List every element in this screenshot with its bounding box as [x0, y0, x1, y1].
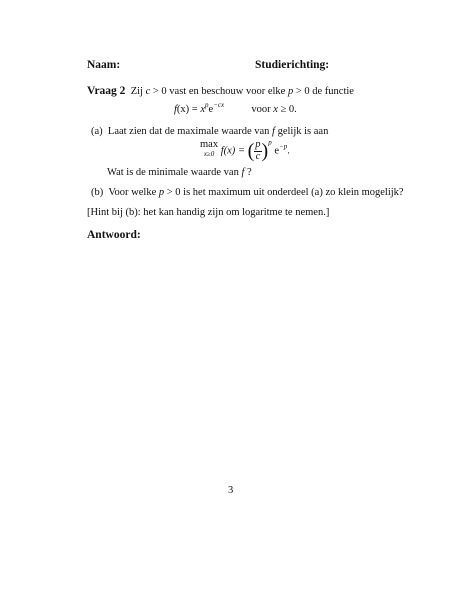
- part-a-label: (a): [91, 126, 103, 137]
- function-definition: $f(x) = x^pe^{-cx}$ voor x ≥ 0.: [174, 101, 297, 115]
- study-label: Studierichting:: [255, 59, 330, 71]
- page-number: 3: [228, 485, 234, 496]
- part-a-followup: Wat is de minimale waarde van f ?: [107, 167, 252, 178]
- max-formula: max x≥0 f(x) = ( $\frac{p}{c}$ )$^p$ $e^{-p}$.: [200, 138, 290, 162]
- max-operator: max x≥0: [200, 139, 219, 158]
- hint-text: [Hint bij (b): het kan handig zijn om logaritme te nemen.]: [87, 207, 330, 218]
- fraction-p-over-c: $\frac{p}{c}$: [255, 139, 261, 162]
- part-b-statement: (b) Voor welke p > 0 is het maximum uit onderdeel (a) zo klein mogelijk?: [91, 187, 404, 198]
- part-b-label: (b): [91, 187, 104, 198]
- answer-label: Antwoord:: [87, 229, 141, 241]
- question-intro: Vraag 2 Zij c > 0 vast en beschouw voor elke p > 0 de functie: [87, 85, 354, 97]
- name-label: Naam:: [87, 59, 121, 71]
- part-a-statement: (a) Laat zien dat de maximale waarde van f gelijk is aan: [91, 126, 329, 137]
- question-label: Vraag 2: [87, 85, 126, 97]
